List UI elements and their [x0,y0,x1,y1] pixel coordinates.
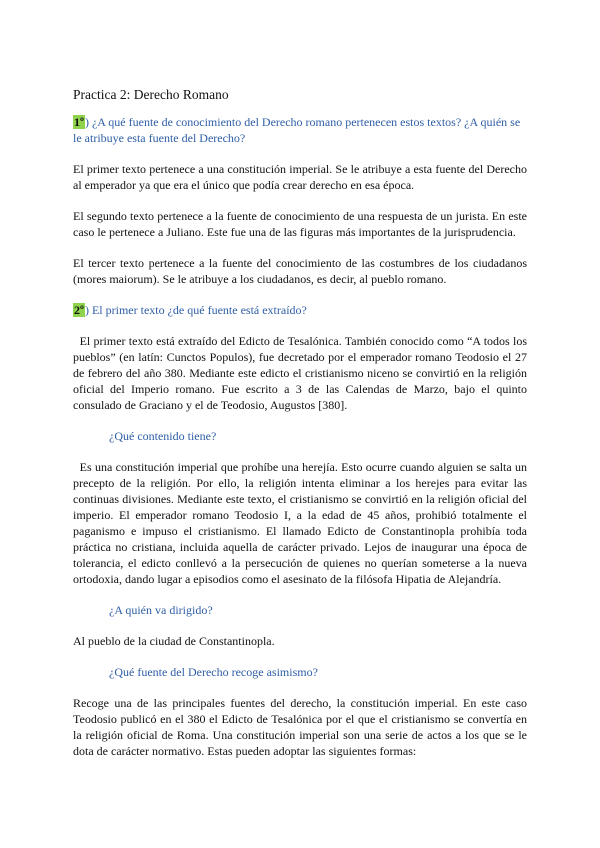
question-1-text: ) ¿A qué fuente de conocimiento del Derecho romano pertenecen estos textos? ¿A quién se le atribuye esta fuente del Derecho? [73,115,521,145]
answer-fuente: Recoge una de las principales fuentes del derecho, la constitución imperial. En este caso Teodosio publicó en el 380 el Edicto de Tesalónica por el que el cristianismo se convertía en la religión oficial de Roma. Una constitución imperial son una serie de actos a los que se le dota de carácter normativo. Estas pueden adoptar las siguientes formas: [73,696,527,758]
subquestion-fuente: ¿Qué fuente del Derecho recoge asimismo? [109,665,318,679]
answer-2-paragraph: El primer texto está extraído del Edicto de Tesalónica. También conocido como “A todos los pueblos” (en latín: Cunctos Populos), fue decretado por el emperador romano Teodosio el 27 de febrero del año 380. Mediante este edicto el cristianismo niceno se convirtió en la religión oficial del Imperio romano. Fue escrito a 3 de las Calendas de Marzo, bajo el quinto consulado de Graciano y el de Teodosio, Augustos [380]. [73,334,530,412]
question-2-text: ) El primer texto ¿de qué fuente está extraído? [84,303,307,317]
answer-1-paragraph-3: El tercer texto pertenece a la fuente del conocimiento de las costumbres de los ciudadanos (mores maiorum). Se le atribuye a los ciudadanos, es decir, al pueblo romano. [73,256,527,286]
document-title: Practica 2: Derecho Romano [73,87,229,102]
answer-dirigido: Al pueblo de la ciudad de Constantinopla. [73,634,275,648]
question-2-number: 2º [74,303,84,317]
question-2 [73,302,527,318]
subquestion-dirigido: ¿A quién va dirigido? [109,603,213,617]
answer-1-paragraph-2: El segundo texto pertenece a la fuente de conocimiento de una respuesta de un jurista. En este caso le pertenece a Juliano. Este fue una de las figuras más importantes de la jurisprudencia. [73,209,527,239]
answer-1-paragraph-1: El primer texto pertenece a una constitución imperial. Se le atribuye a esta fuente del Derecho al emperador ya que era el único que podía crear derecho en esa época. [73,162,527,192]
answer-contenido: Es una constitución imperial que prohíbe una herejía. Esto ocurre cuando alguien se salta un precepto de la religión. Por ello, la religión intenta eliminar a los herejes para evitar las continuas divisiones. Mediante este texto, el cristianismo se convirtió en la religión oficial del imperio. El emperador romano Teodosio I, a la edad de 45 años, prohibió totalmente el paganismo e impuso el cristianismo. El llamado Edicto de Constantinopla prohibía toda práctica no cristiana, incluida aquella de carácter privado. Lejos de inaugurar una época de tolerancia, el edicto conllevó a la persecución de quienes no querían someterse a la nueva ortodoxia, dando lugar a episodios como el asesinato de la filósofa Hipatia de Alejandría. [73,460,531,586]
document-content [73,86,531,774]
question-1 [73,114,527,146]
question-1-number: 1º [74,115,84,129]
subquestion-contenido: ¿Qué contenido tiene? [109,429,217,443]
